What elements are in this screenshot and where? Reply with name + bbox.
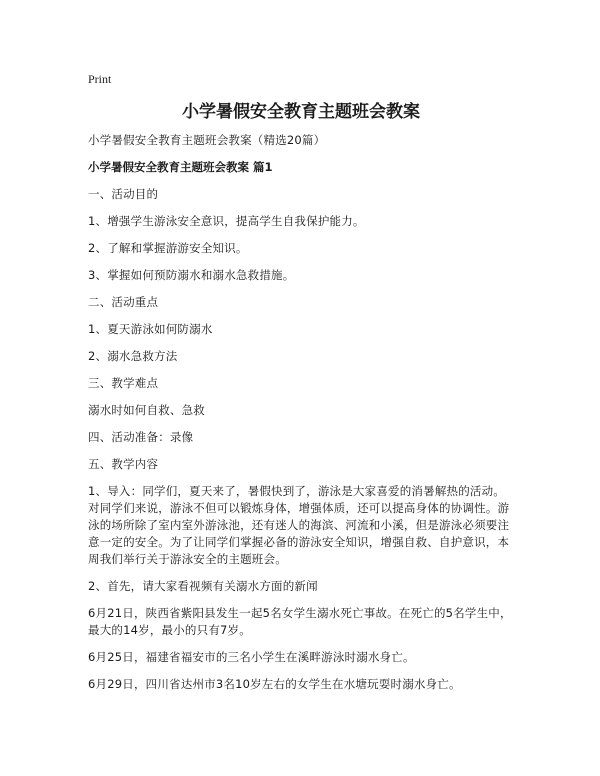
paragraph: 6月21日，陕西省紫阳县发生一起5名女学生溺水死亡事故。在死亡的5名学生中，最大的14岁，最小的只有7岁。 bbox=[88, 606, 512, 637]
paragraph: 2、了解和掌握游游安全知识。 bbox=[88, 241, 248, 255]
document-title: 小学暑假安全教育主题班会教案 bbox=[182, 102, 420, 122]
print-link[interactable]: Print bbox=[88, 72, 112, 86]
paragraph: 五、教学内容 bbox=[88, 457, 159, 471]
paragraph: 溺水时如何自救、急救 bbox=[88, 403, 205, 417]
paragraph: 1、夏天游泳如何防溺水 bbox=[88, 322, 213, 336]
paragraph: 1、增强学生游泳安全意识，提高学生自我保护能力。 bbox=[88, 214, 365, 228]
paragraph: 三、教学难点 bbox=[88, 376, 159, 390]
paragraph: 6月29日，四川省达州市3名10岁左右的女学生在水塘玩耍时溺水身亡。 bbox=[88, 677, 461, 691]
paragraph: 四、活动准备：录像 bbox=[88, 430, 194, 444]
document-body bbox=[88, 186, 514, 693]
paragraph: 二、活动重点 bbox=[88, 295, 159, 309]
paragraph: 1、导入：同学们，夏天来了，暑假快到了，游泳是大家喜爱的消暑解热的活动。对同学们来说，游泳不但可以锻炼身体，增强体质，还可以提高身体的协调性。游泳的场所除了室内室外游泳池，还有迷人的海滨、河流和小溪，但是游泳必须要注意一定的安全。为了让同学们掌握必备的游泳安全知识，增强自救、自护意识，本周我们举行关于游泳安全的主题班会。 bbox=[88, 484, 510, 566]
paragraph: 3、掌握如何预防溺水和溺水急救措施。 bbox=[88, 268, 295, 282]
paragraph: 2、首先，请大家看视频有关溺水方面的新闻 bbox=[88, 579, 318, 593]
paragraph: 6月25日，福建省福安市的三名小学生在溪畔游泳时溺水身亡。 bbox=[88, 650, 415, 664]
section-title: 小学暑假安全教育主题班会教案 篇1 bbox=[88, 160, 273, 174]
paragraph: 2、溺水急救方法 bbox=[88, 349, 178, 363]
paragraph: 一、活动目的 bbox=[88, 187, 159, 201]
document-intro: 小学暑假安全教育主题班会教案（精选20篇） bbox=[88, 133, 326, 147]
